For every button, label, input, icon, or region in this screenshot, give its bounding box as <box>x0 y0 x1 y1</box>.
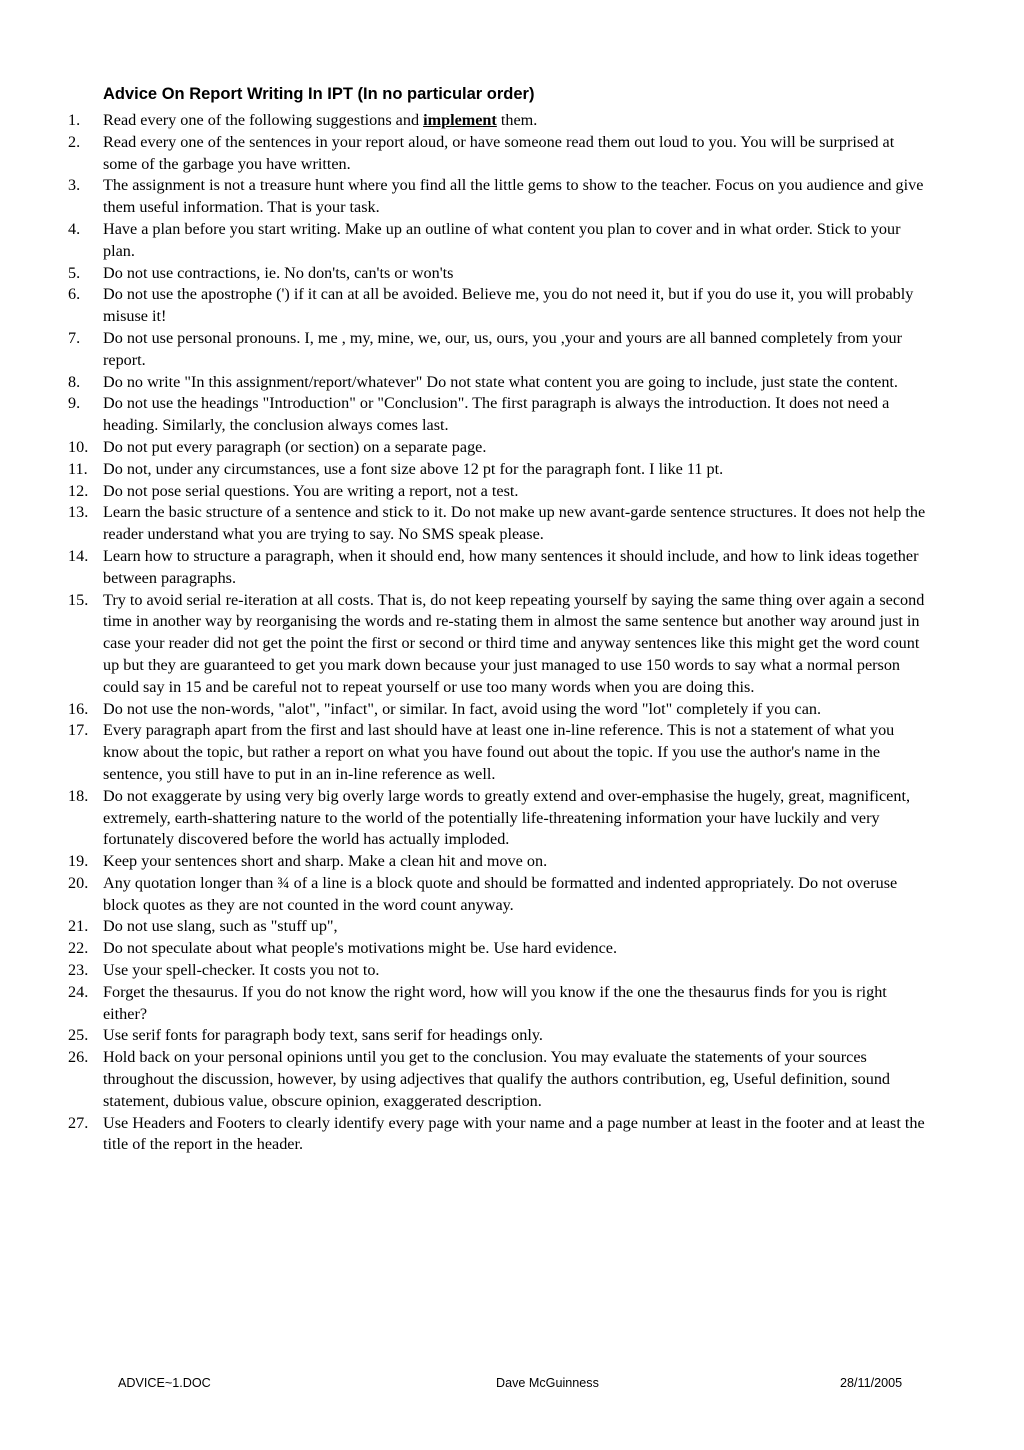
list-item <box>0 916 1024 938</box>
item-text: Use your spell-checker. It costs you not to. <box>103 961 380 980</box>
list-item <box>0 1113 1024 1157</box>
item-number: 18. <box>68 786 89 805</box>
item-number: 20. <box>68 873 89 892</box>
list-item <box>0 132 1024 176</box>
item-number: 7. <box>68 328 81 347</box>
item-text: Do not use personal pronouns. I, me , my, mine, we, our, us, ours, you ,your and yours are all banned completely from your report. <box>103 328 902 369</box>
item-number: 24. <box>68 982 89 1001</box>
footer-author: Dave McGuinness <box>496 1376 599 1390</box>
list-item <box>0 263 1024 285</box>
advice-list <box>0 110 1024 1156</box>
item-number: 1. <box>68 111 81 129</box>
item-number: 6. <box>68 285 81 304</box>
item-text: Use serif fonts for paragraph body text, sans serif for headings only. <box>103 1026 543 1045</box>
item-number: 15. <box>68 590 89 609</box>
item-text: Hold back on your personal opinions until you get to the conclusion. You may evaluate the statements of your sources throughout the discussion, however, by using adjectives that qualify the authors contribution, eg, Useful definition, sound statement, dubious value, obscure opinion, exaggerated description. <box>103 1048 891 1110</box>
item-number: 4. <box>68 219 81 238</box>
list-item <box>0 720 1024 785</box>
emphasis-word: implement <box>423 111 497 129</box>
list-item <box>0 938 1024 960</box>
item-number: 13. <box>68 503 89 522</box>
item-number: 5. <box>68 263 81 282</box>
item-number: 26. <box>68 1048 89 1067</box>
item-number: 21. <box>68 917 89 936</box>
list-item <box>0 219 1024 263</box>
item-number: 19. <box>68 852 89 871</box>
list-item <box>0 786 1024 851</box>
list-item <box>0 437 1024 459</box>
item-text: Do not use the non-words, "alot", "infact", or similar. In fact, avoid using the word "lot" completely if you can. <box>103 699 822 718</box>
footer-filename: ADVICE~1.DOC <box>118 1376 211 1390</box>
item-text: Keep your sentences short and sharp. Make a clean hit and move on. <box>103 852 548 871</box>
item-text: Do not put every paragraph (or section) on a separate page. <box>103 437 487 456</box>
item-number: 14. <box>68 546 89 565</box>
item-text: Every paragraph apart from the first and last should have at least one in-line reference. This is not a statement of what you know about the topic, but rather a report on what you have found out about the topic. If you use the author's name in the sentence, you still have to put in an in-line reference as well. <box>103 721 895 783</box>
footer-date: 28/11/2005 <box>840 1376 903 1390</box>
list-item <box>0 372 1024 394</box>
page-title: Advice On Report Writing In IPT (In no particular order) <box>103 85 535 103</box>
item-number: 10. <box>68 437 89 456</box>
item-number: 11. <box>68 459 88 478</box>
item-text: Learn the basic structure of a sentence and stick to it. Do not make up new avant-garde sentence structures. It does not help the reader understand what you are trying to say. No SMS speak please. <box>103 503 926 544</box>
item-number: 12. <box>68 481 89 500</box>
item-text: The assignment is not a treasure hunt where you find all the little gems to show to the teacher. Focus on you audience and give them useful information. That is your task. <box>103 176 924 217</box>
list-item <box>0 502 1024 546</box>
item-number: 22. <box>68 939 89 958</box>
item-number: 3. <box>68 176 81 195</box>
item-text: Do not use the headings "Introduction" or "Conclusion". The first paragraph is always the introduction. It does not need a heading. Similarly, the conclusion always comes last. <box>103 394 890 435</box>
item-text: Learn how to structure a paragraph, when it should end, how many sentences it should include, and how to link ideas together between paragraphs. <box>103 546 919 587</box>
item-number: 17. <box>68 721 89 740</box>
item-text-start: Read every one of the following suggestions and <box>103 111 424 129</box>
list-item <box>0 851 1024 873</box>
item-text: Do not use slang, such as "stuff up", <box>103 917 338 936</box>
item-text <box>103 111 537 129</box>
item-number: 8. <box>68 372 81 391</box>
list-item <box>0 459 1024 481</box>
item-number: 16. <box>68 699 89 718</box>
list-item <box>0 960 1024 982</box>
list-item <box>0 393 1024 437</box>
item-number: 9. <box>68 394 81 413</box>
list-item <box>0 481 1024 503</box>
item-text: Read every one of the sentences in your report aloud, or have someone read them out loud to you. You will be surprised at some of the garbage you have written. <box>103 132 895 173</box>
item-text: Do no write "In this assignment/report/whatever" Do not state what content you are going to include, just state the content. <box>103 372 898 391</box>
item-number: 27. <box>68 1113 89 1132</box>
item-number: 2. <box>68 132 81 151</box>
item-text: Do not, under any circumstances, use a font size above 12 pt for the paragraph font. I like 11 pt. <box>103 459 724 478</box>
list-item <box>0 699 1024 721</box>
item-text: Do not exaggerate by using very big overly large words to greatly extend and over-emphasise the hugely, great, magnificent, extremely, earth-shattering nature to the world of the potentially life-threatening information your have luckily and very fortunately discovered before the world has actually imploded. <box>103 786 910 849</box>
item-number: 25. <box>68 1026 89 1045</box>
item-text: Use Headers and Footers to clearly identify every page with your name and a page number at least in the footer and at least the title of the report in the header. <box>103 1113 925 1154</box>
item-text: Do not pose serial questions. You are writing a report, not a test. <box>103 481 519 500</box>
list-item <box>0 328 1024 372</box>
page-footer <box>0 1374 1024 1392</box>
list-item <box>0 110 1024 132</box>
list-item <box>0 175 1024 219</box>
item-number: 23. <box>68 961 89 980</box>
item-text: Forget the thesaurus. If you do not know the right word, how will you know if the one the thesaurus finds for you is right either? <box>103 982 887 1023</box>
item-text: Any quotation longer than ¾ of a line is a block quote and should be formatted and indented appropriately. Do not overuse block quotes as they are not counted in the word count anyway. <box>103 873 898 914</box>
item-text: Have a plan before you start writing. Make up an outline of what content you plan to cover and in what order. Stick to your plan. <box>103 219 901 260</box>
list-item <box>0 590 1024 699</box>
item-text-end: them. <box>496 111 538 129</box>
list-item <box>0 284 1024 328</box>
item-text: Do not speculate about what people's motivations might be. Use hard evidence. <box>103 939 618 958</box>
item-text: Do not use the apostrophe (') if it can at all be avoided. Believe me, you do not need it, but if you do use it, you will probably misuse it! <box>103 285 914 326</box>
list-item <box>0 873 1024 917</box>
list-item <box>0 982 1024 1026</box>
list-item <box>0 1025 1024 1047</box>
item-text: Do not use contractions, ie. No don'ts, can'ts or won'ts <box>103 263 454 282</box>
list-item <box>0 1047 1024 1112</box>
list-item <box>0 546 1024 590</box>
item-text: Try to avoid serial re-iteration at all costs. That is, do not keep repeating yourself by saying the same thing over again a second time in another way by reorganising the words and re-stating them in almost the same sentence but another way around just in case your reader did not get the point the first or second or third time and anyway sentences like this might get the word count up but they are guaranteed to get you mark down because your just managed to use 150 words to say what a normal person could say in 15 and be careful not to repeat yourself or use too many words when you are doing this. <box>103 590 925 696</box>
